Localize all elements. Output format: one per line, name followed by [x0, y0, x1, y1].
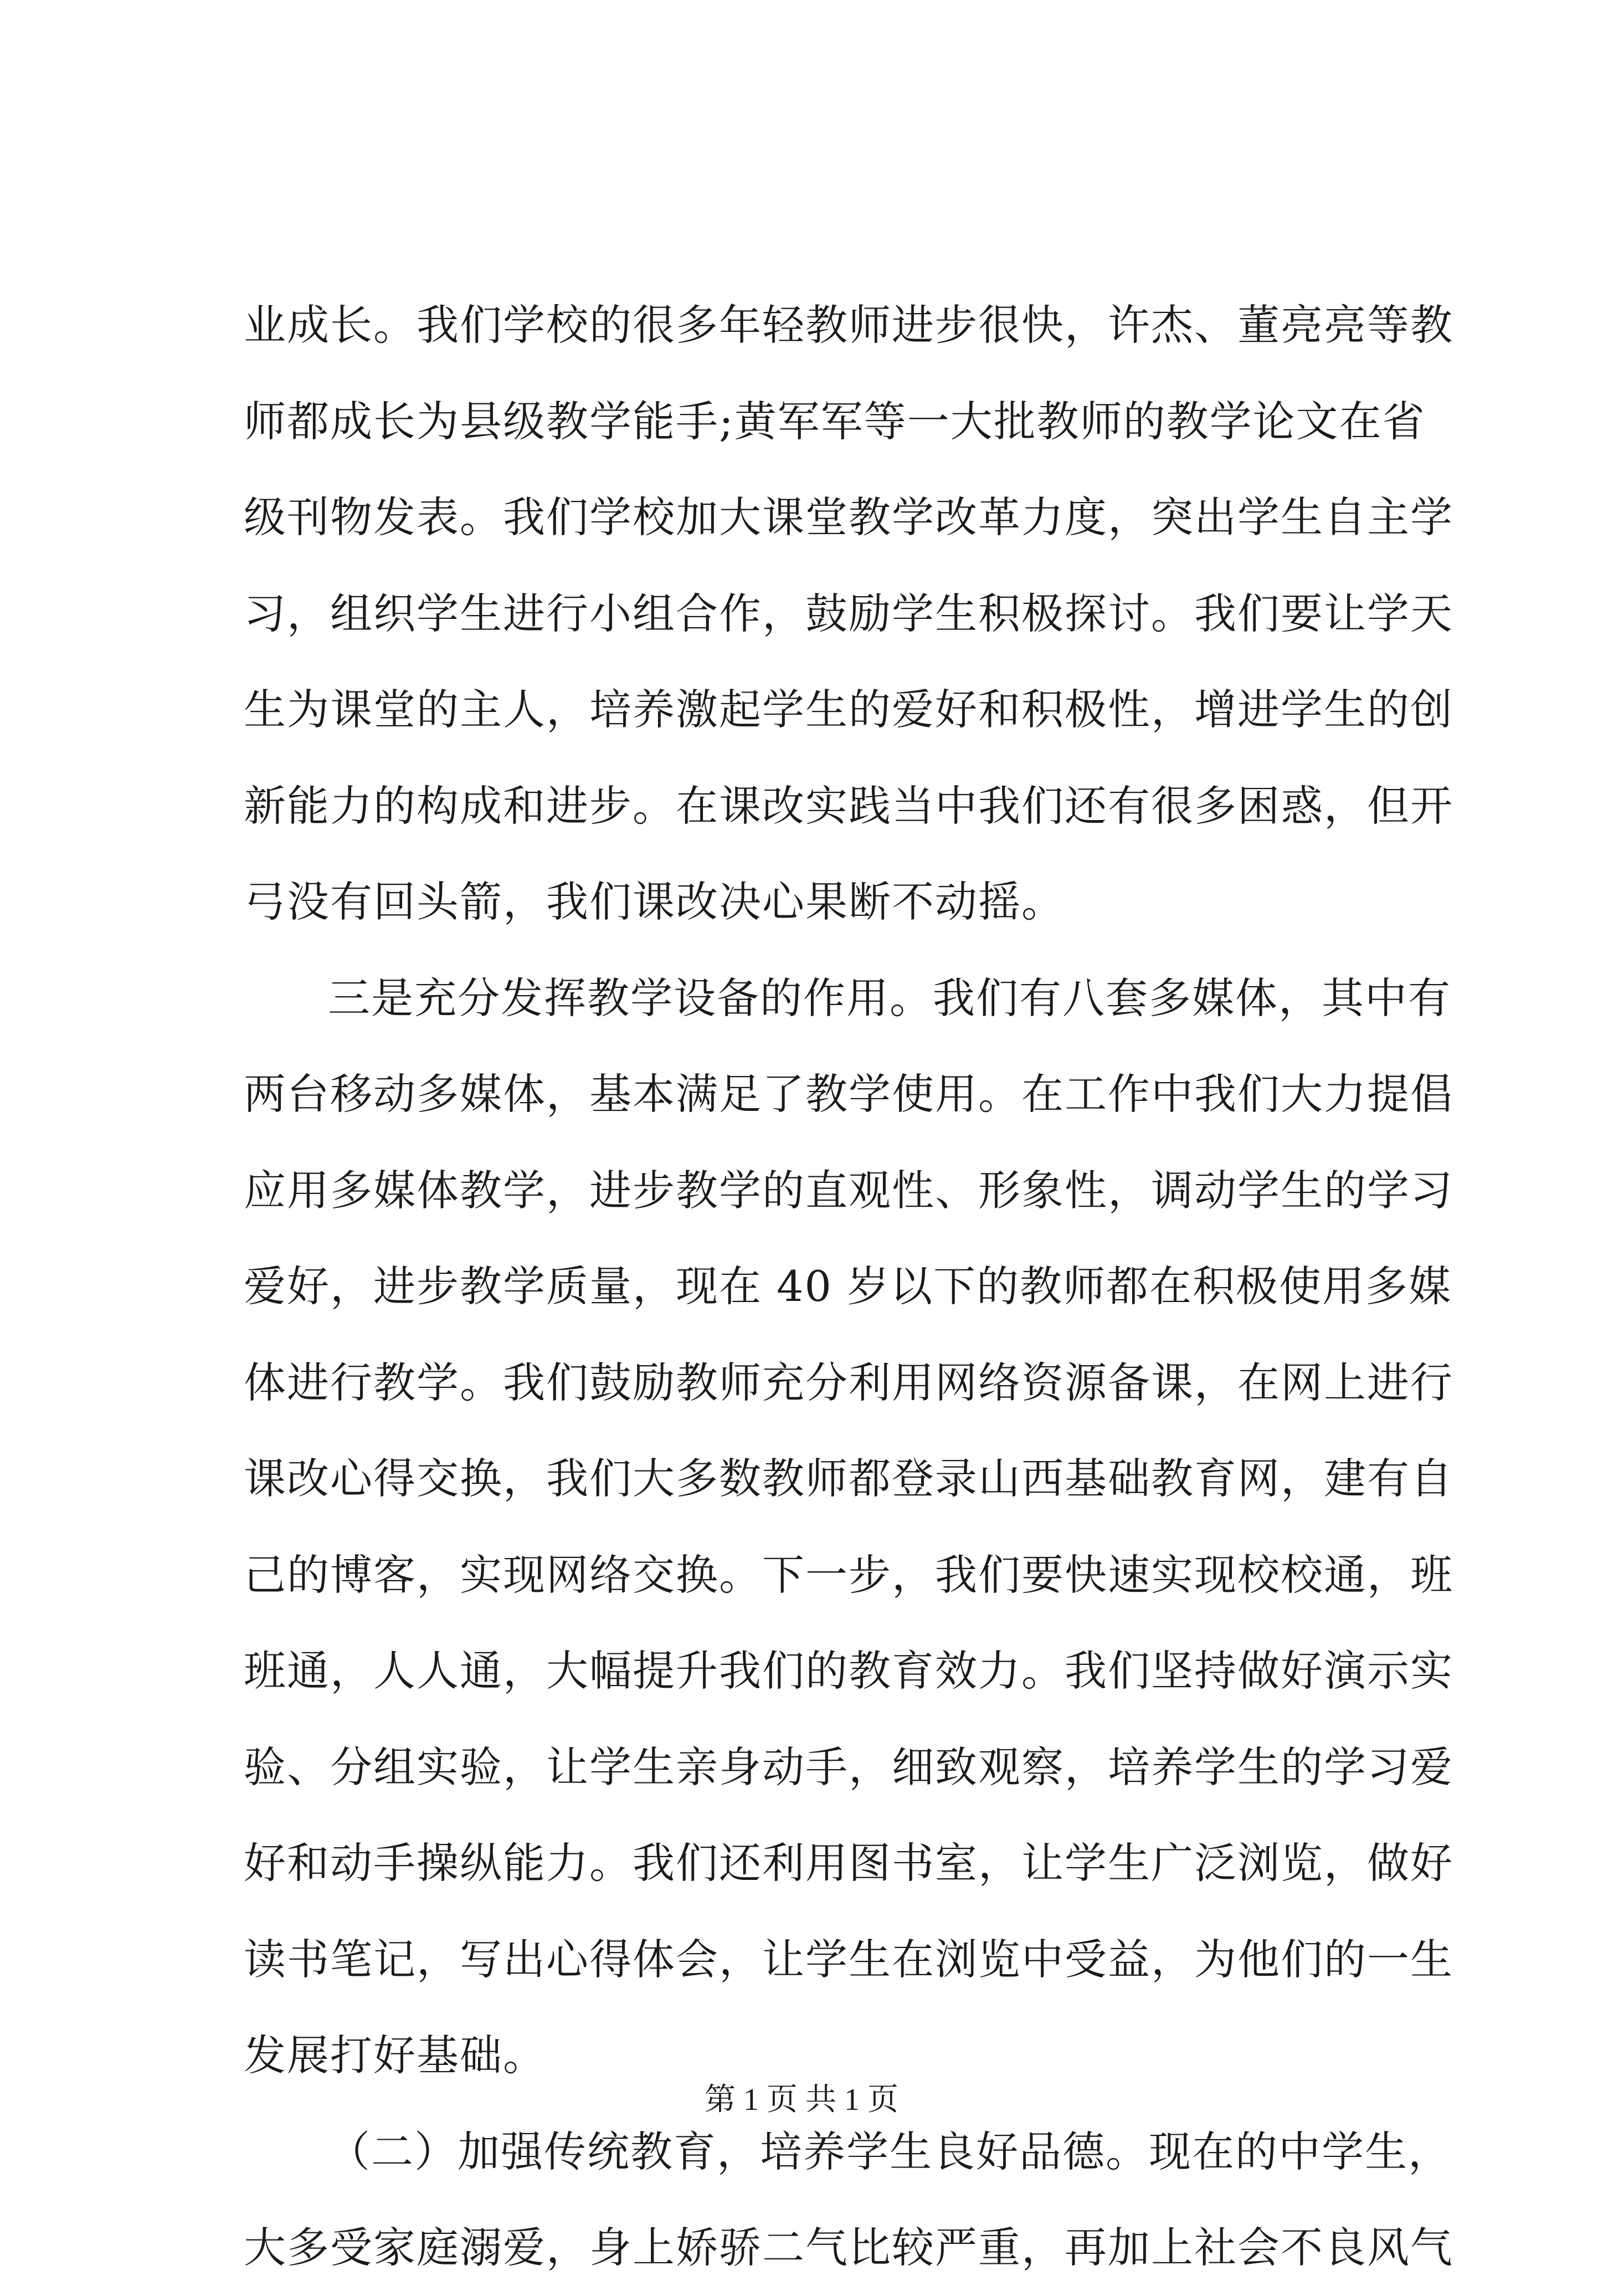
text-line: 己的博客，实现网络交换。下一步，我们要快速实现校校通，班 [244, 1550, 1453, 1600]
text-line: 习，组织学生进行小组合作，鼓励学生积极探讨。我们要让学天 [244, 588, 1453, 638]
text-line: 验、分组实验，让学生亲身动手，细致观察，培养学生的学习爱 [244, 1742, 1453, 1792]
text-line: 三是充分发挥教学设备的作用。我们有八套多媒体，其中有 [328, 973, 1451, 1023]
text-line: 爱好，进步教学质量，现在 40 岁以下的教师都在积极使用多媒 [244, 1262, 1452, 1311]
text-line: 新能力的构成和进步。在课改实践当中我们还有很多困惑，但开 [244, 781, 1453, 831]
text-line: 课改心得交换，我们大多数教师都登录山西基础教育网，建有自 [244, 1454, 1453, 1503]
page-number-footer: 第 1 页 共 1 页 [705, 2083, 898, 2117]
text-line: 好和动手操纵能力。我们还利用图书室，让学生广泛浏览，做好 [244, 1838, 1453, 1888]
text-line: 两台移动多媒体，基本满足了教学使用。在工作中我们大力提倡 [244, 1069, 1453, 1119]
text-line: 大多受家庭溺爱，身上娇骄二气比较严重，再加上社会不良风气 [244, 2223, 1453, 2272]
text-line: 班通，人人通，大幅提升我们的教育效力。我们坚持做好演示实 [244, 1646, 1453, 1695]
text-line: 生为课堂的主人，培养激起学生的爱好和积极性，增进学生的创 [244, 685, 1453, 734]
text-line: 业成长。我们学校的很多年轻教师进步很快，许杰、董亮亮等教 [244, 300, 1453, 350]
text-line: 师都成长为县级教学能手;黄军军等一大批教师的教学论文在省 [244, 396, 1426, 446]
text-line: 体进行教学。我们鼓励教师充分利用网络资源备课，在网上进行 [244, 1357, 1453, 1407]
text-line: 应用多媒体教学，进步教学的直观性、形象性，调动学生的学习 [244, 1165, 1453, 1215]
text-line: 级刊物发表。我们学校加大课堂教学改革力度，突出学生自主学 [244, 493, 1453, 542]
text-line: 读书笔记，写出心得体会，让学生在浏览中受益，为他们的一生 [244, 1934, 1453, 1984]
text-line: （二）加强传统教育，培养学生良好品德。现在的中学生， [328, 2126, 1451, 2176]
text-line: 发展打好基础。 [244, 2031, 546, 2080]
document-body [244, 277, 1453, 2296]
text-line: 弓没有回头箭，我们课改决心果断不动摇。 [244, 877, 1065, 926]
